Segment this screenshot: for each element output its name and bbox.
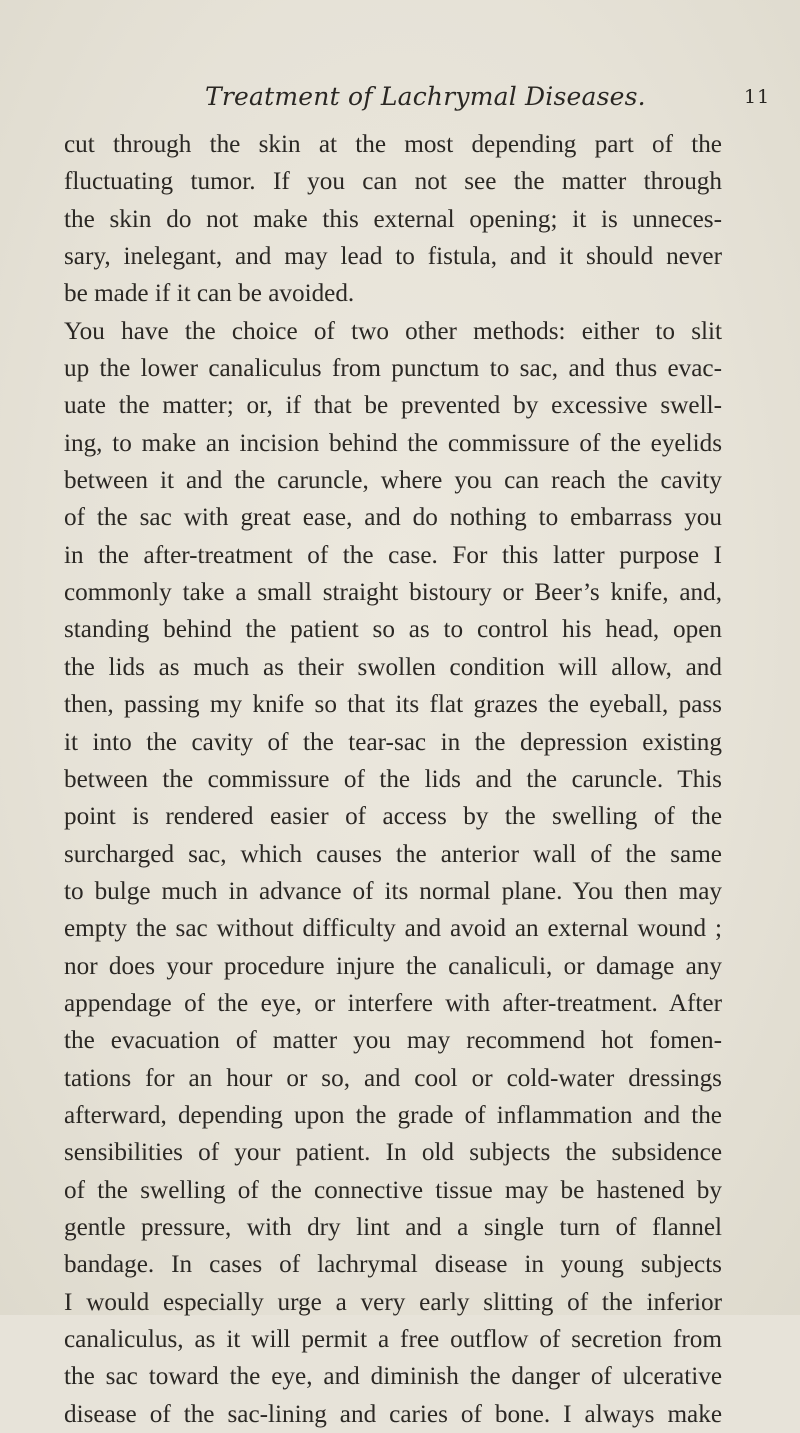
text-line: ing, to make an incision behind the commissure of the eyelids bbox=[64, 429, 722, 457]
text-line: I would especially urge a very early slitting of the inferior bbox=[64, 1288, 722, 1316]
text-line: appendage of the eye, or interfere with after-treatment. After bbox=[64, 989, 722, 1017]
text-line: gentle pressure, with dry lint and a single turn of flannel bbox=[64, 1213, 722, 1241]
text-line: then, passing my knife so that its flat grazes the eyeball, pass bbox=[64, 691, 722, 719]
text-line: the lids as much as their swollen condition will allow, and bbox=[64, 653, 722, 681]
text-line: disease of the sac-lining and caries of bone. I always make bbox=[64, 1400, 722, 1428]
page-number: 11 bbox=[744, 86, 771, 108]
text-line: point is rendered easier of access by the swelling of the bbox=[64, 803, 722, 831]
text-line: it into the cavity of the tear-sac in the depression existing bbox=[64, 728, 722, 756]
text-line: canaliculus, as it will permit a free outflow of secretion from bbox=[64, 1326, 722, 1353]
text-line: between the commissure of the lids and the caruncle. This bbox=[64, 765, 722, 793]
text-line: fluctuating tumor. If you can not see the matter through bbox=[64, 168, 722, 196]
text-line: standing behind the patient so as to control his head, open bbox=[64, 616, 722, 644]
running-title: Treatment of Lachrymal Diseases. bbox=[205, 82, 646, 111]
text-line: the sac toward the eye, and diminish the danger of ulcerative bbox=[64, 1363, 722, 1391]
body-text bbox=[64, 126, 722, 1433]
text-line: of the swelling of the connective tissue may be hastened by bbox=[64, 1176, 722, 1204]
text-line: sensibilities of your patient. In old subjects the subsidence bbox=[64, 1139, 722, 1167]
text-line: bandage. In cases of lachrymal disease in young subjects bbox=[64, 1251, 722, 1279]
text-line: afterward, depending upon the grade of inflammation and the bbox=[64, 1101, 722, 1129]
text-line: in the after-treatment of the case. For this latter purpose I bbox=[64, 541, 722, 569]
text-line: be made if it can be avoided. bbox=[64, 280, 355, 308]
text-line: You have the choice of two other methods: either to slit bbox=[64, 317, 722, 345]
running-head bbox=[0, 82, 800, 116]
text-line: uate the matter; or, if that be prevented by excessive swell- bbox=[64, 392, 722, 420]
text-line: of the sac with great ease, and do nothing to embarrass you bbox=[64, 504, 722, 532]
text-line: surcharged sac, which causes the anterior wall of the same bbox=[64, 840, 722, 868]
text-line: sary, inelegant, and may lead to fistula, and it should never bbox=[64, 243, 722, 271]
text-line: the skin do not make this external opening; it is unneces- bbox=[64, 205, 722, 233]
text-line: to bulge much in advance of its normal plane. You then may bbox=[64, 877, 722, 905]
text-line: cut through the skin at the most depending part of the bbox=[64, 131, 722, 158]
text-line: empty the sac without difficulty and avoid an external wound ; bbox=[64, 915, 722, 943]
text-line: the evacuation of matter you may recommend hot fomen- bbox=[64, 1027, 722, 1055]
text-line: nor does your procedure injure the canaliculi, or damage any bbox=[64, 952, 722, 980]
text-line: tations for an hour or so, and cool or cold-water dressings bbox=[64, 1064, 722, 1092]
text-line: commonly take a small straight bistoury or Beer’s knife, and, bbox=[64, 579, 722, 607]
text-line: between it and the caruncle, where you can reach the cavity bbox=[64, 467, 722, 495]
text-line: up the lower canaliculus from punctum to sac, and thus evac- bbox=[64, 355, 722, 383]
